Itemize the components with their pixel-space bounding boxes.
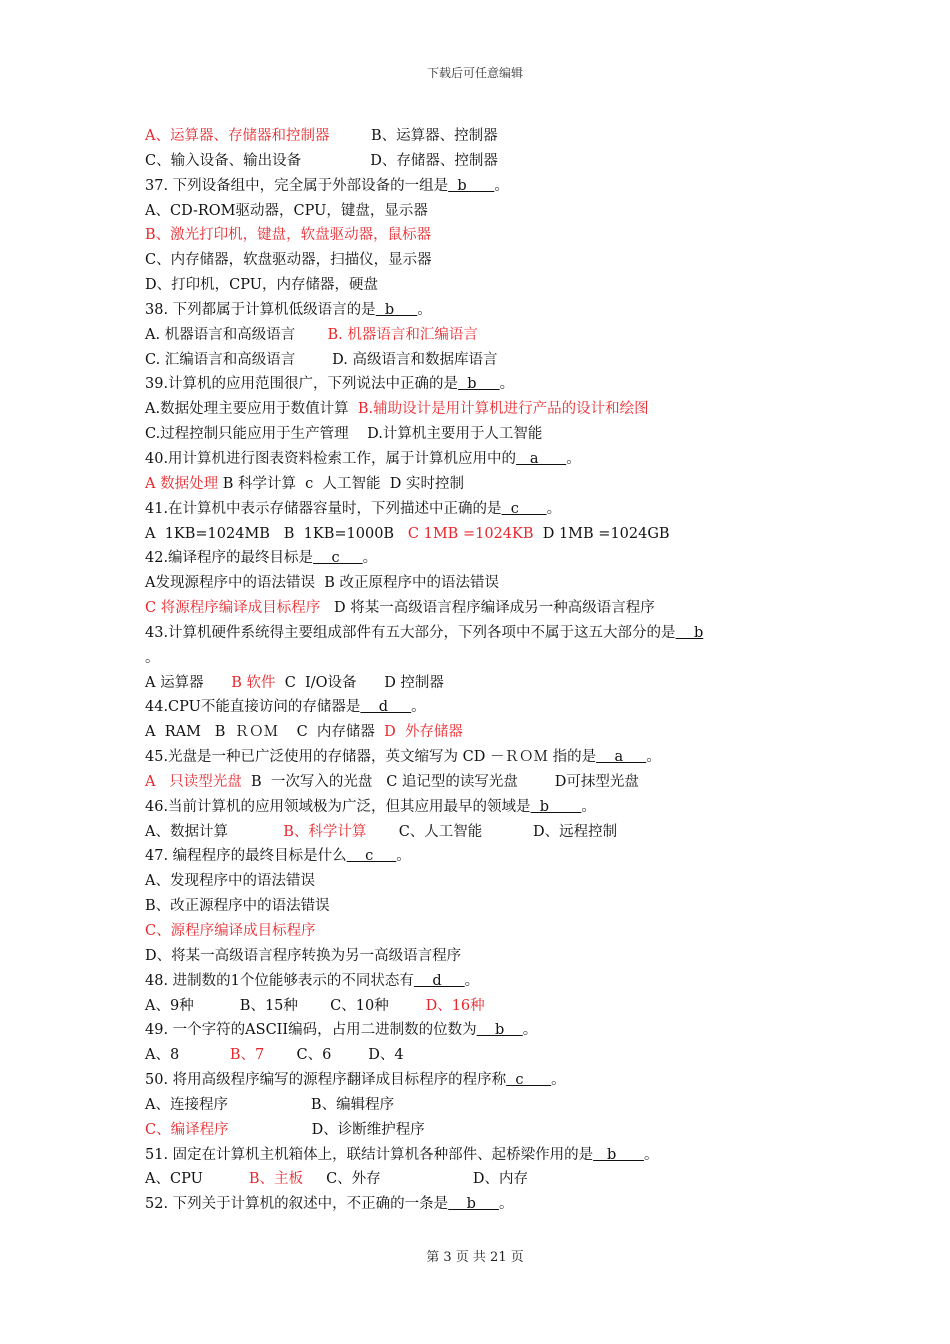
text-segment: 。 [362,550,378,567]
text-segment: 。 [499,376,515,393]
text-segment: C、外存 D、内存 [303,1171,528,1188]
text-segment: 。 [145,649,160,666]
text-segment: 48. 进制数的1个位能够表示的不同状态有 [145,972,414,989]
text-line [145,472,825,497]
text-segment: A RAM B ＲＯＭ C 内存储器 [145,724,385,741]
text-segment: 49. 一个字符的ASCII编码，占用二进制数的位数为 [145,1022,477,1039]
text-segment: A 运算器 [145,674,232,691]
text-line [145,323,825,348]
correct-answer-text: A、运算器、存储器和控制器 [145,128,330,144]
answer-blank: b [448,177,495,194]
text-segment: 45.光盘是一种已广泛使用的存储器，英文缩写为 CD －ＲＯＭ 指的是 [145,749,597,766]
text-segment: A、CD-ROM驱动器，CPU，键盘，显示器 [145,202,428,219]
text-segment: 。 [411,699,426,716]
text-line [145,546,825,571]
answer-blank: c [313,550,363,567]
text-segment: 46.当前计算机的应用领域极为广泛，但其应用最早的领域是 [145,798,531,815]
text-line [145,844,825,869]
answer-blank: b [593,1146,644,1163]
answer-blank: a [596,749,647,766]
answer-blank: b [375,301,418,318]
text-segment: 52. 下列关于计算机的叙述中，不正确的一条是 [145,1196,449,1213]
text-line [145,199,825,224]
text-line [145,994,825,1019]
text-line [145,869,825,894]
correct-answer-text: C、源程序编译成目标程序 [145,923,316,939]
text-line [145,174,825,199]
text-line [145,1018,825,1043]
correct-answer-text: C、编译程序 [145,1121,229,1138]
page-header: 下载后可任意编辑 [426,66,523,80]
text-line [145,571,825,596]
text-line [145,397,825,422]
text-line [145,745,825,770]
text-line [145,497,825,522]
text-line [145,720,825,745]
text-line [145,695,825,720]
text-line [145,795,825,820]
text-segment: A、数据计算 [145,823,284,840]
text-line [145,223,825,248]
text-segment: A.数据处理主要应用于数值计算 [145,401,358,418]
text-segment: A发现源程序中的语法错误 B 改正原程序中的语法错误 [145,575,499,592]
text-line [145,372,825,397]
text-segment: 41.在计算机中表示存储器容量时，下列描述中正确的是 [145,500,502,517]
text-line [145,1167,825,1192]
answer-blank: c [346,848,397,865]
correct-answer-text: B 软件 [231,674,276,691]
text-line [145,149,825,174]
text-segment: D、打印机，CPU，内存储器，硬盘 [145,277,378,294]
correct-answer-text: D、16种 [425,997,485,1014]
answer-blank: b [458,376,500,393]
text-line [145,1118,825,1143]
answer-blank: d [413,972,465,989]
question-content [145,124,825,1217]
text-segment: C.过程控制只能应用于生产管理 D.计算机主要用于人工智能 [145,426,543,443]
text-line [145,348,825,373]
text-segment: 。 [522,1022,538,1039]
text-segment: 。 [566,450,581,467]
text-segment: 。 [494,177,509,194]
text-segment: A、CPU [145,1171,249,1188]
text-segment: B 科学计算 c 人工智能 D 实时控制 [218,475,464,492]
text-segment: 。 [646,749,661,766]
correct-answer-text: B、7 [229,1047,265,1064]
text-segment: 40.用计算机进行图表资料检索工作，属于计算机应用中的 [145,450,517,467]
text-segment: D 将某一高级语言程序编译成另一种高级语言程序 [320,600,655,617]
text-line [145,447,825,472]
text-segment: A、发现程序中的语法错误 [145,873,315,890]
answer-blank: c [501,500,547,517]
answer-blank: b [448,1196,499,1213]
text-segment: 42.编译程序的最终目标是 [145,550,314,567]
text-segment: D、诊断维护程序 [228,1121,425,1138]
text-segment: 37. 下列设备组中，完全属于外部设备的一组是 [145,177,449,194]
text-line [145,944,825,969]
text-line [145,422,825,447]
correct-answer-text: B、激光打印机，键盘，软盘驱动器，鼠标器 [145,227,432,244]
text-segment: 44.CPU不能直接访问的存储器是 [145,699,361,716]
text-segment: 50. 将用高级程序编写的源程序翻译成目标程序的程序称 [145,1072,507,1089]
correct-answer-text: B、科学计算 [283,823,367,840]
text-segment: A、连接程序 B、编辑程序 [145,1096,395,1113]
text-line [145,820,825,845]
text-line [145,621,825,646]
text-segment: 。 [546,500,562,517]
answer-blank: a [516,450,567,467]
text-segment: A. 机器语言和高级语言 [145,326,328,343]
text-segment: 。 [581,798,596,815]
text-segment: 。 [498,1196,514,1213]
text-segment: 39.计算机的应用范围很广，下列说法中正确的是 [145,376,459,393]
text-segment: A 1KB=1024MB B 1KB=1000B [145,525,408,542]
text-line [145,298,825,323]
correct-answer-text: A 数据处理 [145,475,219,492]
page-footer: 第 3 页 共 21 页 [426,1250,524,1265]
answer-blank: c [506,1072,552,1089]
text-line [145,273,825,298]
correct-answer-text: A 只读型光盘 [145,773,242,790]
text-segment: D 1MB =1024GB [533,525,670,542]
text-line [145,894,825,919]
text-segment: C、内存储器，软盘驱动器，扫描仪，显示器 [145,252,432,269]
text-segment: 。 [643,1146,659,1163]
correct-answer-text: C 将源程序编译成目标程序 [145,600,321,617]
correct-answer-text: C 1MB =1024KB [407,525,534,542]
text-segment: 。 [396,848,411,865]
correct-answer-text: D 外存储器 [384,724,463,741]
text-line [145,770,825,795]
text-line [145,1093,825,1118]
text-line [145,969,825,994]
text-line [145,124,825,149]
text-segment: C、输入设备、输出设备 D、存储器、控制器 [145,152,498,169]
text-segment: 43.计算机硬件系统得主要组成部件有五大部分，下列各项中不属于这五大部分的是 [145,624,676,641]
text-segment: 。 [417,301,432,318]
text-line [145,1043,825,1068]
text-segment: C I/O设备 D 控制器 [275,674,444,691]
text-line [145,671,825,696]
text-line [145,1143,825,1168]
answer-blank: d [360,699,412,716]
answer-blank: b [476,1022,523,1039]
text-segment: B、改正源程序中的语法错误 [145,898,330,915]
text-segment: B 一次写入的光盘 C 追记型的读写光盘 D可抹型光盘 [241,773,639,790]
text-segment: 。 [551,1072,566,1089]
text-line [145,522,825,547]
text-line [145,248,825,273]
text-line [145,596,825,621]
answer-blank: b [530,798,582,815]
text-segment: C. 汇编语言和高级语言 D. 高级语言和数据库语言 [145,351,498,368]
text-segment: 。 [464,972,480,989]
answer-blank: b [675,624,704,641]
text-segment: C、6 D、4 [264,1047,404,1064]
text-segment: D、将某一高级语言程序转换为另一高级语言程序 [145,947,462,964]
text-line [145,1068,825,1093]
text-segment: A、9种 B、15种 C、10种 [145,997,426,1014]
text-line [145,646,825,671]
text-segment: 38. 下列都属于计算机低级语言的是 [145,301,376,318]
correct-answer-text: B. 机器语言和汇编语言 [327,326,478,343]
text-line [145,919,825,944]
text-segment: B、运算器、控制器 [329,128,498,144]
text-segment: A、8 [145,1047,230,1064]
text-segment: 51. 固定在计算机主机箱体上，联结计算机各种部件、起桥梁作用的是 [145,1146,594,1163]
correct-answer-text: B.辅助设计是用计算机进行产品的设计和绘图 [357,401,649,418]
text-line [145,1192,825,1217]
text-segment: C、人工智能 D、远程控制 [366,823,618,840]
correct-answer-text: B、主板 [248,1171,304,1188]
text-segment: 47. 编程程序的最终目标是什么 [145,848,347,865]
